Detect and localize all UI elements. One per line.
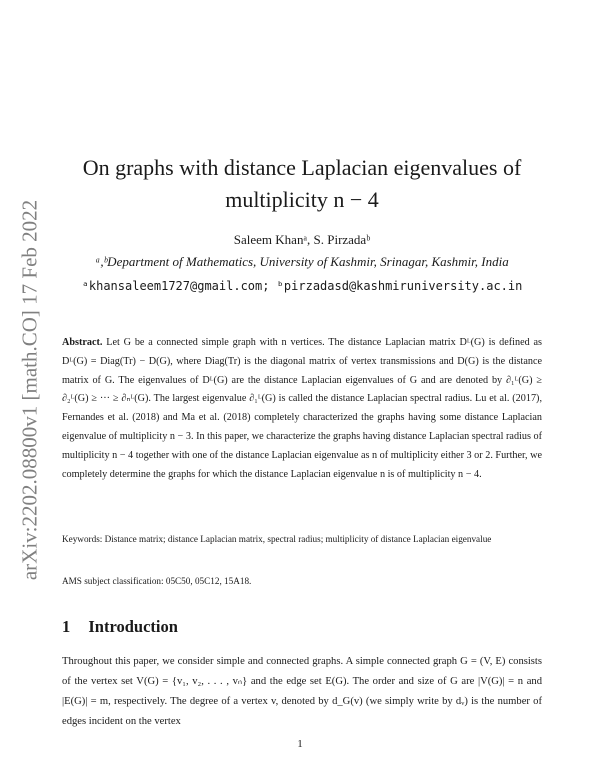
ams-classification: AMS subject classification: 05C50, 05C12, 15A18. (62, 576, 252, 586)
abstract-text: Let G be a connected simple graph with n vertices. The distance Laplacian matrix Dᴸ(G) is defined as Dᴸ(G) = Diag(Tr) − D(G), where Diag(Tr) is the diagonal matrix of vertex transmissions and D(G) is the distance matrix of G. The eigenvalues of Dᴸ(G) are the distance Laplacian eigenvalues of G and are denoted by ∂₁ᴸ(G) ≥ ∂₂ᴸ(G) ≥ ··· ≥ ∂ₙᴸ(G). The largest eigenvalue ∂₁ᴸ(G) is called the distance Laplacian spectral radius. Lu et al. (2017), Fernandes et al. (2018) and Ma et al. (2018) completely characterized the graphs having some distance Laplacian eigenvalue of multiplicity n − 3. In this paper, we characterize the graphs having distance Laplacian spectral radius of multiplicity n − 4 together with one of the distance Laplacian eigenvalue as n of multiplicity either 3 or 2. Further, we completely determine the graphs for which the distance Laplacian eigenvalue n is of multiplicity n − 4. (62, 337, 543, 480)
arxiv-side-label (18, 180, 42, 600)
abstract-label: Abstract. (62, 337, 103, 348)
affiliation: ᵃ,ᵇDepartment of Mathematics, University of Kashmir, Srinagar, Kashmir, India (95, 254, 509, 269)
section-number: 1 (62, 617, 71, 636)
keywords: Keywords: Distance matrix; distance Laplacian matrix, spectral radius; multiplicity of distance Laplacian eigenvalue (62, 534, 492, 544)
arxiv-id: arXiv:2202.08800v1 [math.CO] 17 Feb 2022 (17, 199, 42, 581)
intro-paragraph: Throughout this paper, we consider simple and connected graphs. A simple connected graph G = (V, E) consists of the vertex set V(G) = {v₁, v₂, . . . , vₙ} and the edge set E(G). The order and size of G are |V(G)| = n and |E(G)| = m, respectively. The degree of a vertex v, denoted by d_G(v) (we simply write by dᵥ) is the number of edges incident on the vertex (62, 656, 542, 727)
abstract (62, 334, 542, 484)
title-line-2: multiplicity n − 4 (225, 187, 379, 212)
authors: Saleem Khanᵃ, S. Pirzadaᵇ (233, 232, 371, 247)
paper-title (62, 152, 542, 216)
page-number: 1 (297, 738, 303, 750)
emails: ᵃkhansaleem1727@gmail.com; ᵇpirzadasd@kashmiruniversity.ac.in (81, 279, 523, 293)
section-heading (62, 617, 178, 637)
section-title: Introduction (88, 617, 178, 636)
title-line-1: On graphs with distance Laplacian eigenvalues of (82, 155, 522, 180)
